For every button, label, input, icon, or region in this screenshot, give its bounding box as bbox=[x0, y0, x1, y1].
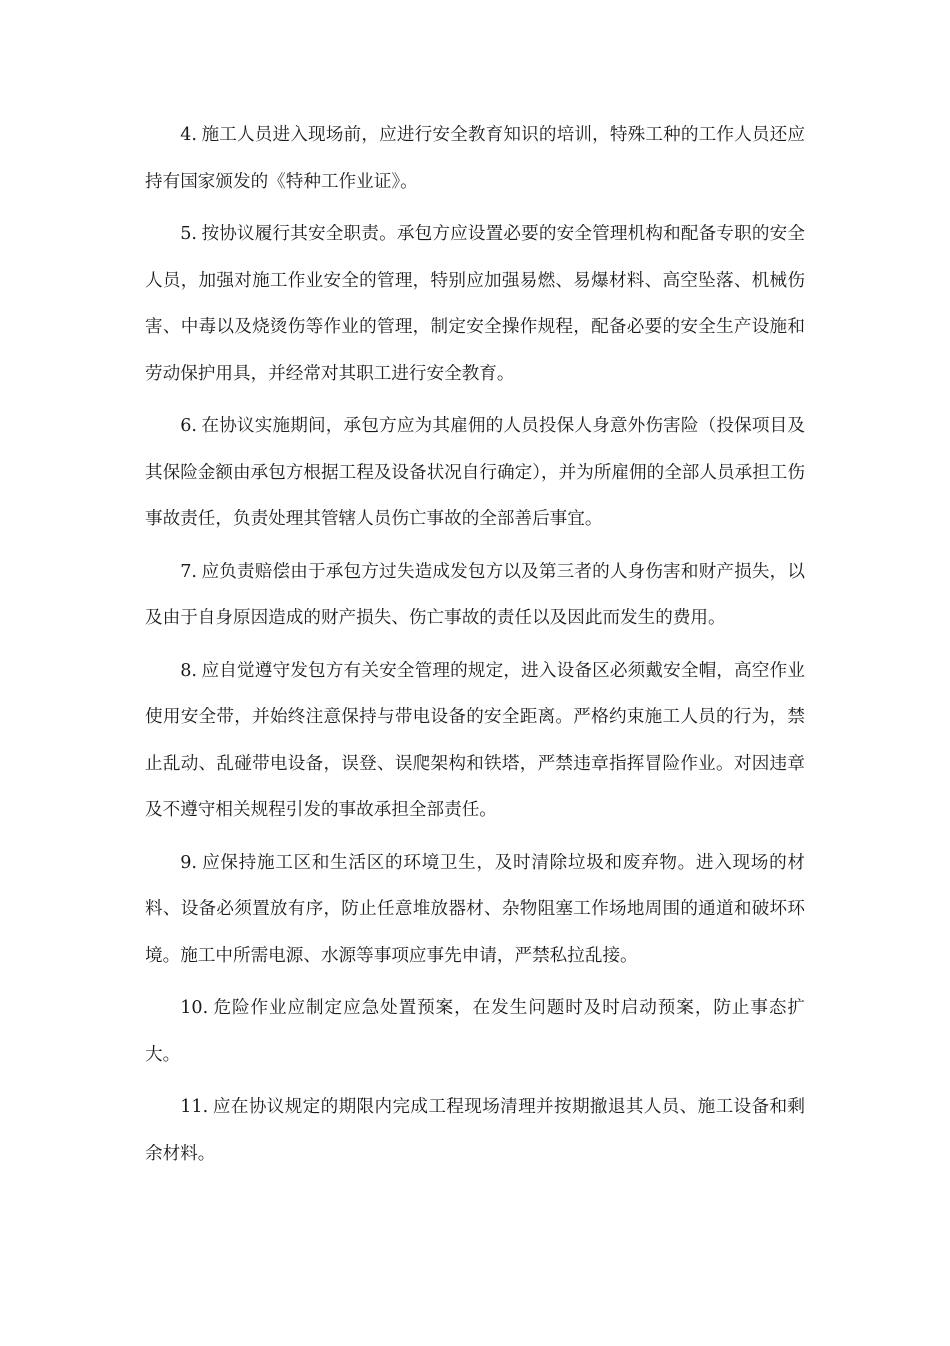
paragraph-number: 8. bbox=[180, 660, 197, 681]
paragraph-text: 施工人员进入现场前，应进行安全教育知识的培训，特殊工种的工作人员还应持有国家颁发的《特种工作业证》。 bbox=[145, 125, 805, 192]
paragraph-number: 4. bbox=[180, 125, 197, 145]
paragraph-6 bbox=[145, 403, 805, 543]
paragraph-number: 9. bbox=[180, 852, 197, 873]
paragraph-text: 应负责赔偿由于承包方过失造成发包方以及第三者的人身伤害和财产损失，以及由于自身原因造成的财产损失、伤亡事故的责任以及因此而发生的费用。 bbox=[145, 561, 805, 628]
paragraph-text: 应自觉遵守发包方有关安全管理的规定，进入设备区必须戴安全帽，高空作业使用安全带，并始终注意保持与带电设备的安全距离。严格约束施工人员的行为，禁止乱动、乱碰带电设备，误登、误爬架构和铁塔，严禁违章指挥冒险作业。对因违章及不遵守相关规程引发的事故承担全部责任。 bbox=[145, 660, 805, 820]
document-page bbox=[145, 112, 805, 1183]
paragraph-text: 按协议履行其安全职责。承包方应设置必要的安全管理机构和配备专职的安全人员，加强对施工作业安全的管理，特别应加强易燃、易爆材料、高空坠落、机械伤害、中毒以及烧烫伤等作业的管理，制定安全操作规程，配备必要的安全生产设施和劳动保护用具，并经常对其职工进行安全教育。 bbox=[145, 224, 805, 384]
paragraph-number: 11. bbox=[180, 1097, 209, 1117]
paragraph-number: 5. bbox=[180, 224, 197, 244]
paragraph-text: 应保持施工区和生活区的环境卫生，及时清除垃圾和废弃物。进入现场的材料、设备必须置放有序，防止任意堆放器材、杂物阻塞工作场地周围的通道和破坏环境。施工中所需电源、水源等事项应事先申请，严禁私拉乱接。 bbox=[145, 852, 805, 966]
paragraph-number: 7. bbox=[180, 561, 197, 582]
paragraph-text: 在协议实施期间，承包方应为其雇佣的人员投保人身意外伤害险（投保项目及其保险金额由承包方根据工程及设备状况自行确定），并为所雇佣的全部人员承担工伤事故责任，负责处理其管辖人员伤亡事故的全部善后事宜。 bbox=[145, 416, 805, 529]
paragraph-number: 6. bbox=[180, 416, 197, 436]
paragraph-number: 10. bbox=[180, 998, 209, 1018]
paragraph-8 bbox=[145, 648, 805, 834]
paragraph-text: 应在协议规定的期限内完成工程现场清理并按期撤退其人员、施工设备和剩余材料。 bbox=[145, 1097, 805, 1164]
paragraph-4 bbox=[145, 112, 805, 205]
paragraph-9 bbox=[145, 840, 805, 980]
paragraph-5 bbox=[145, 211, 805, 397]
paragraph-11 bbox=[145, 1084, 805, 1177]
paragraph-7 bbox=[145, 549, 805, 642]
paragraph-text: 危险作业应制定应急处置预案，在发生问题时及时启动预案，防止事态扩大。 bbox=[145, 998, 805, 1065]
paragraph-10 bbox=[145, 985, 805, 1078]
